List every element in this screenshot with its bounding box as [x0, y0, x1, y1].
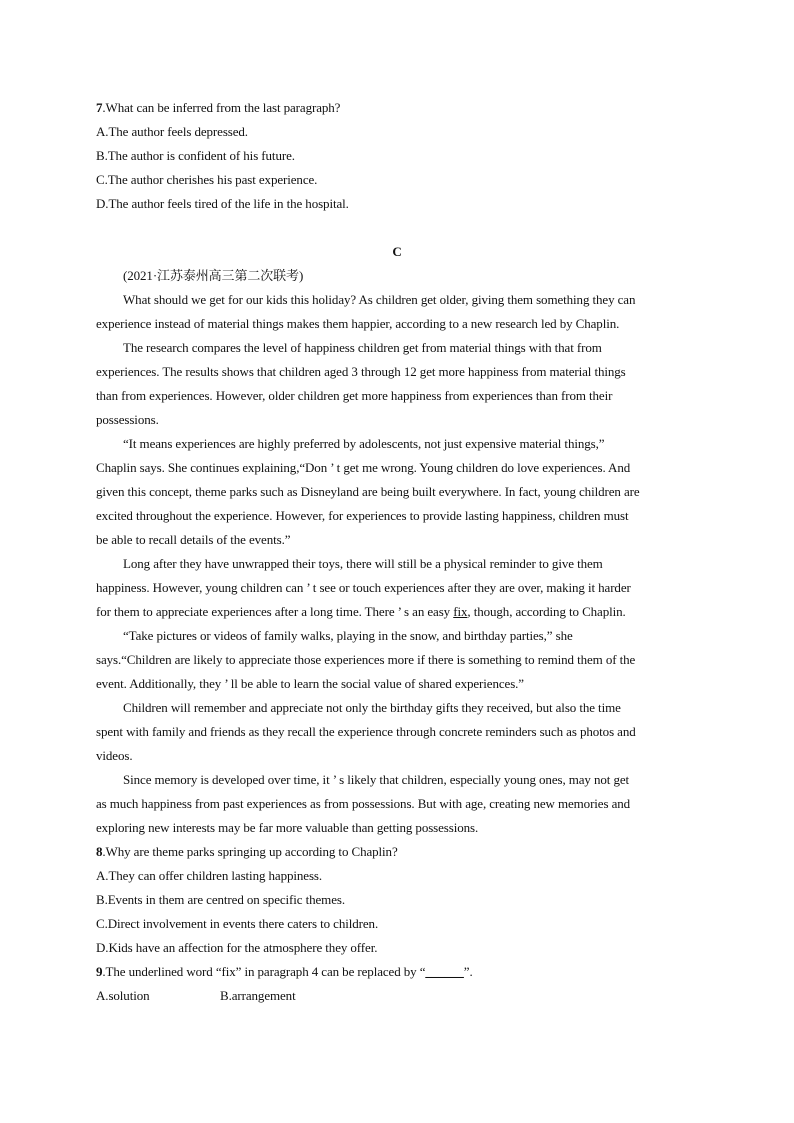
passage-p4-line-1: Long after they have unwrapped their toys, there will still be a physical reminder to give them	[123, 556, 603, 571]
section-letter: C	[392, 244, 402, 259]
question-8-option-c: C.Direct involvement in events there caters to children.	[96, 916, 379, 931]
passage-p5-line-2: says.“Children are likely to appreciate those experiences more if there is something to remind them of the	[96, 652, 636, 667]
question-7-option-d: D.The author feels tired of the life in the hospital.	[96, 196, 349, 211]
underlined-word-fix: fix	[453, 604, 468, 619]
passage-p3-line-2: Chaplin says. She continues explaining,“Don ’ t get me wrong. Young children do love experiences. And	[96, 460, 631, 475]
question-7-option-b: B.The author is confident of his future.	[96, 148, 295, 163]
question-9-option-a: A.solution	[96, 988, 150, 1003]
question-7-number: 7	[96, 100, 103, 115]
passage-p1-line-2: experience instead of material things makes them happier, according to a new research led by Chaplin.	[96, 316, 620, 331]
passage-p3-line-5: be able to recall details of the events.”	[96, 532, 291, 547]
question-8-number: 8	[96, 844, 103, 859]
passage-p6-line-3: videos.	[96, 748, 133, 763]
passage-source: (2021·江苏泰州高三第二次联考)	[123, 268, 304, 283]
question-8-option-d: D.Kids have an affection for the atmosphere they offer.	[96, 940, 378, 955]
question-9-stem: 9.The underlined word “fix” in paragraph 4 can be replaced by “______”.	[96, 964, 473, 979]
passage-p7-line-3: exploring new interests may be far more valuable than getting possessions.	[96, 820, 479, 835]
passage-p7-line-1: Since memory is developed over time, it ’ s likely that children, especially young ones, may not get	[123, 772, 630, 787]
question-8-stem: 8.Why are theme parks springing up according to Chaplin?	[96, 844, 398, 859]
passage-p3-line-4: excited throughout the experience. However, for experiences to provide lasting happiness, children must	[96, 508, 629, 523]
passage-p3-line-1: “It means experiences are highly preferred by adolescents, not just expensive material things,”	[123, 436, 605, 451]
question-9-option-b: B.arrangement	[220, 988, 296, 1003]
passage-p4-line-2: happiness. However, young children can ’ t see or touch experiences after they are over, making it harder	[96, 580, 631, 595]
passage-p6-line-1: Children will remember and appreciate not only the birthday gifts they received, but also the time	[123, 700, 621, 715]
answer-blank: ______	[425, 964, 464, 979]
passage-p7-line-2: as much happiness from past experiences as from possessions. But with age, creating new memories and	[96, 796, 631, 811]
question-7-option-a: A.The author feels depressed.	[96, 124, 248, 139]
passage-p2-line-2: experiences. The results shows that children aged 3 through 12 get more happiness from material things	[96, 364, 626, 379]
passage-p5-line-3: event. Additionally, they ’ ll be able to learn the social value of shared experiences.”	[96, 676, 524, 691]
passage-p2-line-1: The research compares the level of happiness children get from material things with that from	[123, 340, 602, 355]
question-7-option-c: C.The author cherishes his past experience.	[96, 172, 318, 187]
passage-p1-line-1: What should we get for our kids this holiday? As children get older, giving them something they can	[123, 292, 636, 307]
passage-p6-line-2: spent with family and friends as they recall the experience through concrete reminders such as photos and	[96, 724, 636, 739]
passage-p5-line-1: “Take pictures or videos of family walks, playing in the snow, and birthday parties,” she	[123, 628, 573, 643]
question-8-option-b: B.Events in them are centred on specific themes.	[96, 892, 345, 907]
passage-p3-line-3: given this concept, theme parks such as Disneyland are being built everywhere. In fact, young children are	[96, 484, 640, 499]
question-8-option-a: A.They can offer children lasting happiness.	[96, 868, 323, 883]
question-7-stem: 7.What can be inferred from the last paragraph?	[96, 100, 341, 115]
question-9-number: 9	[96, 964, 103, 979]
passage-p2-line-3: than from experiences. However, older children get more happiness from experiences than from their	[96, 388, 613, 403]
passage-p4-line-3: for them to appreciate experiences after a long time. There ’ s an easy fix, though, according to Chaplin.	[96, 604, 626, 619]
passage-p2-line-4: possessions.	[96, 412, 159, 427]
